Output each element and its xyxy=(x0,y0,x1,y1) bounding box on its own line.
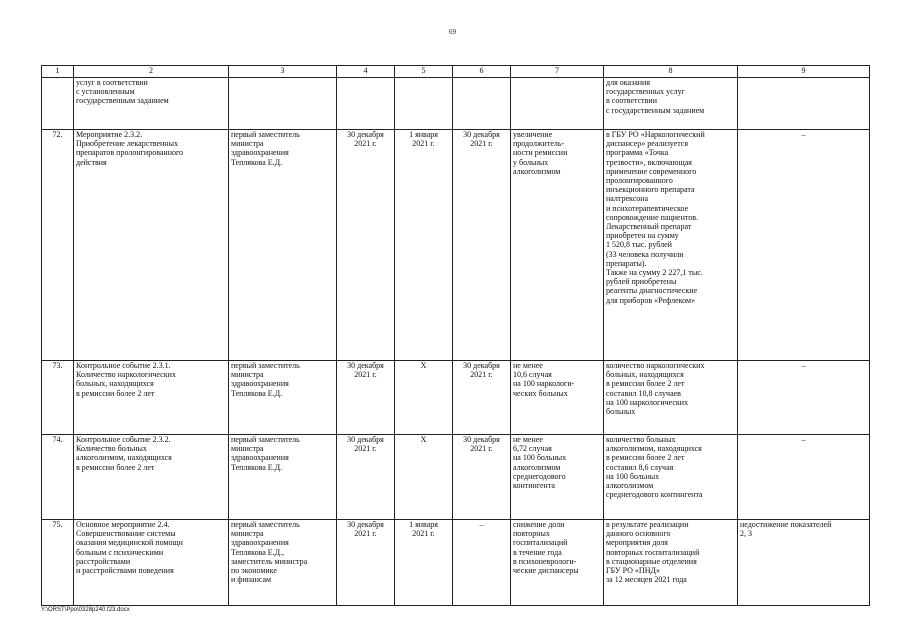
cell-actual-result: для оказания государственных услуг в соответствии с государственным заданием xyxy=(604,78,738,130)
cell-expected-result: не менее 6,72 случая на 100 больных алкоголизмом среднегодового контингента xyxy=(511,435,604,520)
cell-end-date xyxy=(453,78,511,130)
cell-name: Контрольное событие 2.3.2. Количество больных алкоголизмом, находящихся в ремиссии более 2 лет xyxy=(74,435,229,520)
table-row xyxy=(42,361,870,435)
cell-notes xyxy=(738,78,870,130)
cell-responsible: первый заместитель министра здравоохранения Теплякова Е.Д. xyxy=(229,435,337,520)
cell-actual-result: в ГБУ РО «Наркологический диспансер» реализуется программа «Точка трезвости», включающая применение современного пролонгированного инъекционного препарата налтрексона и психотерапевтическое сопровождение пациентов. Лекарственный препарат приобретен на сумму 1 520,8 тыс. рублей (33 человека получили препараты). Также на сумму 2 227,1 тыс. рублей приобретены реагенты диагностические для приборов «Рефлеком» xyxy=(604,130,738,361)
cell-plan-date: 30 декабря 2021 г. xyxy=(337,520,395,606)
cell-num: 73. xyxy=(42,361,74,435)
cell-actual-result: в результате реализации данного основного мероприятия доля повторных госпитализаций в стационарные отделения ГБУ РО «ПНД» за 12 месяцев 2021 года xyxy=(604,520,738,606)
cell-actual-result: количество наркологических больных, находящихся в ремиссии более 2 лет составил 10,8 случаев на 100 наркологических больных xyxy=(604,361,738,435)
cell-num: 72. xyxy=(42,130,74,361)
cell-expected-result: увеличение продолжитель- ности ремиссии у больных алкоголизмом xyxy=(511,130,604,361)
cell-expected-result: не менее 10,6 случая на 100 наркологи- ческих больных xyxy=(511,361,604,435)
cell-num: 74. xyxy=(42,435,74,520)
cell-plan-date: 30 декабря 2021 г. xyxy=(337,361,395,435)
cell-start-date: 1 января 2021 г. xyxy=(395,520,453,606)
cell-expected-result: снижение доли повторных госпитализаций в течение года в психоневрологи- ческие диспансеры xyxy=(511,520,604,606)
cell-name: Основное мероприятие 2.4. Совершенствование системы оказания медицинской помощи больным с психическими расстройствами и расстройствами поведения xyxy=(74,520,229,606)
page-number: 69 xyxy=(449,28,456,36)
table-header-row xyxy=(42,66,870,78)
column-header: 1 xyxy=(42,66,74,78)
cell-end-date: 30 декабря 2021 г. xyxy=(453,361,511,435)
cell-end-date: – xyxy=(453,520,511,606)
cell-expected-result xyxy=(511,78,604,130)
footer-file-path: Y:\ORST\Ppo\0328p240.f23.docx xyxy=(41,607,130,613)
cell-responsible: первый заместитель министра здравоохранения Теплякова Е.Д. xyxy=(229,361,337,435)
cell-plan-date: 30 декабря 2021 г. xyxy=(337,130,395,361)
cell-actual-result: количество больных алкоголизмом, находящихся в ремиссии более 2 лет составил 8,6 случая на 100 больных алкоголизмом среднегодового контингента xyxy=(604,435,738,520)
cell-plan-date xyxy=(337,78,395,130)
cell-responsible xyxy=(229,78,337,130)
column-header: 7 xyxy=(511,66,604,78)
column-header: 3 xyxy=(229,66,337,78)
column-header: 5 xyxy=(395,66,453,78)
cell-start-date: X xyxy=(395,361,453,435)
cell-num: 75. xyxy=(42,520,74,606)
column-header: 6 xyxy=(453,66,511,78)
cell-num xyxy=(42,78,74,130)
cell-name: Мероприятие 2.3.2. Приобретение лекарственных препаратов пролонгированного действия xyxy=(74,130,229,361)
column-header: 8 xyxy=(604,66,738,78)
cell-plan-date: 30 декабря 2021 г. xyxy=(337,435,395,520)
table-row xyxy=(42,520,870,606)
cell-notes: недостижение показателей 2, 3 xyxy=(738,520,870,606)
cell-start-date xyxy=(395,78,453,130)
cell-notes: – xyxy=(738,130,870,361)
column-header: 2 xyxy=(74,66,229,78)
cell-end-date: 30 декабря 2021 г. xyxy=(453,435,511,520)
cell-responsible: первый заместитель министра здравоохранения Теплякова Е.Д., заместитель министра по экономике и финансам xyxy=(229,520,337,606)
cell-start-date: X xyxy=(395,435,453,520)
cell-end-date: 30 декабря 2021 г. xyxy=(453,130,511,361)
column-header: 4 xyxy=(337,66,395,78)
table-row xyxy=(42,435,870,520)
cell-name: услуг в соответствии с установленным государственным заданием xyxy=(74,78,229,130)
cell-notes: – xyxy=(738,361,870,435)
cell-notes: – xyxy=(738,435,870,520)
cell-name: Контрольное событие 2.3.1. Количество наркологических больных, находящихся в ремиссии более 2 лет xyxy=(74,361,229,435)
table-row xyxy=(42,130,870,361)
cell-start-date: 1 января 2021 г. xyxy=(395,130,453,361)
cell-responsible: первый заместитель министра здравоохранения Теплякова Е.Д. xyxy=(229,130,337,361)
report-table xyxy=(41,65,870,606)
continuation-row xyxy=(42,78,870,130)
column-header: 9 xyxy=(738,66,870,78)
